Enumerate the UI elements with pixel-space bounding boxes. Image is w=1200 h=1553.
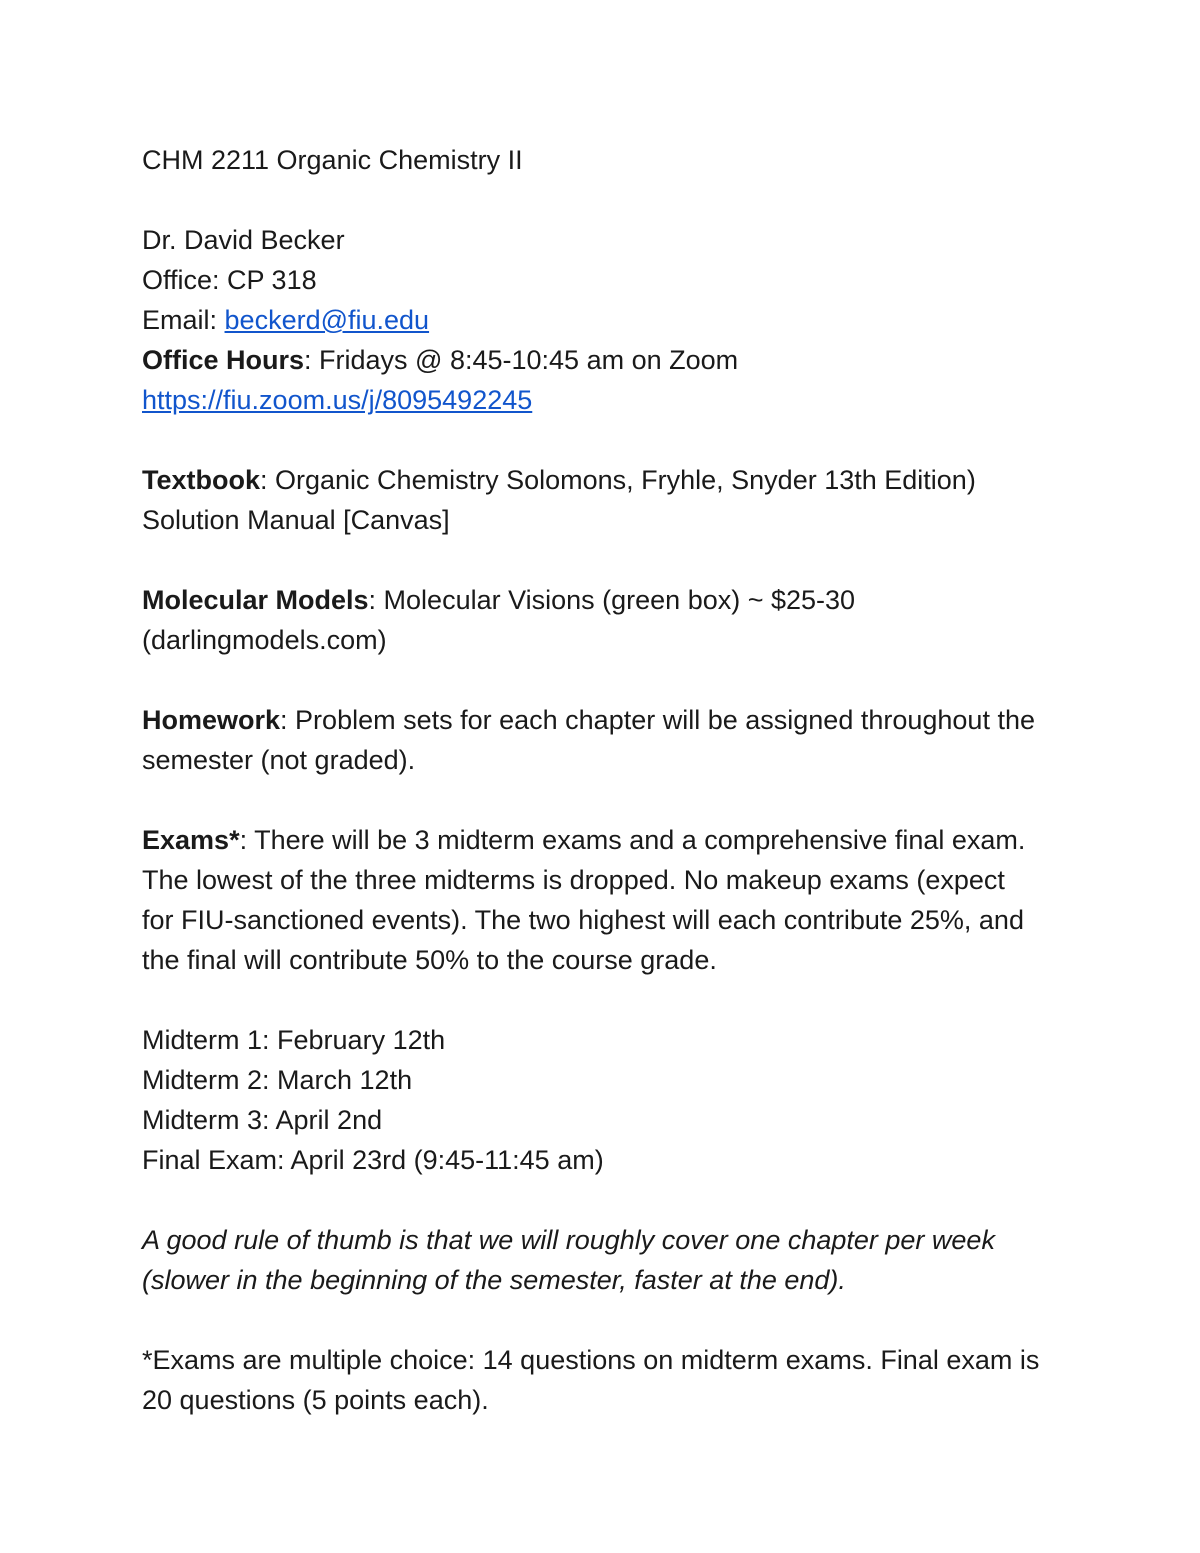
office-hours-line [142,340,1080,380]
models-text: : Molecular Visions (green box) ~ $25-30 [368,585,856,615]
schedule-item: Midterm 1: February 12th [142,1025,446,1055]
office-hours-text: : Fridays @ 8:45-10:45 am on Zoom [304,345,739,375]
exams-line [142,820,1080,860]
instructor-name: Dr. David Becker [142,225,345,255]
email-link[interactable]: beckerd@fiu.edu [224,305,430,335]
office-location: Office: CP 318 [142,265,317,295]
exam-note-line-2: 20 questions (5 points each). [142,1385,489,1415]
rule-of-thumb-line-1: A good rule of thumb is that we will roughly cover one chapter per week [142,1225,995,1255]
exams-label: Exams* [142,825,240,855]
email-label: Email: [142,305,225,335]
homework-line [142,700,1080,740]
textbook-text: : Organic Chemistry Solomons, Fryhle, Snyder 13th Edition) [260,465,976,495]
zoom-line [142,380,1080,420]
schedule-item: Midterm 3: April 2nd [142,1105,383,1135]
homework-line-2: semester (not graded). [142,745,416,775]
exams-line-4: the final will contribute 50% to the course grade. [142,945,717,975]
models-line [142,580,1080,620]
homework-label: Homework [142,705,281,735]
rule-of-thumb-line-2: (slower in the beginning of the semester, faster at the end). [142,1265,846,1295]
office-hours-label: Office Hours [142,345,305,375]
solution-manual: Solution Manual [Canvas] [142,505,450,535]
models-site: (darlingmodels.com) [142,625,387,655]
zoom-link[interactable]: https://fiu.zoom.us/j/8095492245 [142,385,533,415]
exam-note-line-1: *Exams are multiple choice: 14 questions on midterm exams. Final exam is [142,1345,1040,1375]
homework-text: : Problem sets for each chapter will be assigned throughout the [280,705,1035,735]
exams-line-2: The lowest of the three midterms is dropped. No makeup exams (expect [142,865,1005,895]
textbook-label: Textbook [142,465,261,495]
course-title: CHM 2211 Organic Chemistry II [142,145,523,175]
email-line [142,300,1080,340]
models-label: Molecular Models [142,585,369,615]
schedule-item: Final Exam: April 23rd (9:45-11:45 am) [142,1145,604,1175]
exams-line-3: for FIU-sanctioned events). The two highest will each contribute 25%, and [142,905,1024,935]
schedule-item: Midterm 2: March 12th [142,1065,413,1095]
textbook-line [142,460,1080,500]
exams-text: : There will be 3 midterm exams and a comprehensive final exam. [239,825,1026,855]
